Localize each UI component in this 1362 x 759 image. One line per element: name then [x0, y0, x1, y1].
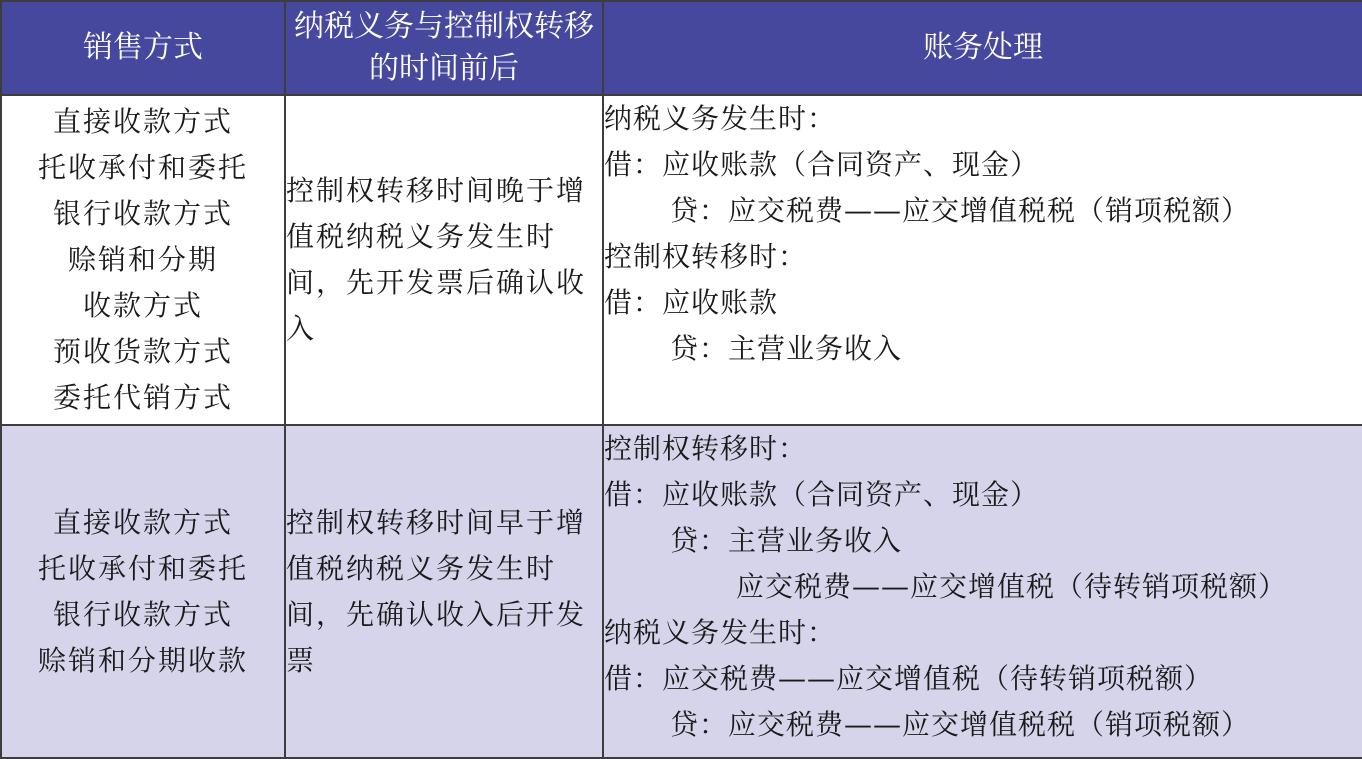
timing-text: 控制权转移时间晚于增值税纳税义务发生时间，先开发票后确认收入: [286, 174, 587, 345]
entries-cell: [603, 95, 1362, 425]
method-line: 收款方式: [82, 289, 203, 322]
header-timing: [285, 1, 603, 95]
entry-line: 贷：主营业务收入: [670, 332, 903, 365]
method-line: 委托代销方式: [52, 381, 233, 414]
method-line: 预收货款方式: [52, 335, 233, 368]
method-line: 托收承付和委托: [37, 551, 248, 585]
header-row: [1, 1, 1362, 95]
timing-cell: [285, 95, 603, 425]
method-line: 赊销和分期收款: [37, 643, 248, 677]
entry-line: 借：应收账款: [604, 286, 779, 319]
header-timing-text: 纳税义务与控制权转移的时间前后: [294, 9, 594, 86]
entry-line: 贷：主营业务收入: [670, 524, 903, 557]
header-accounting: 账务处理: [603, 1, 1362, 95]
entry-line: 借：应交税费——应交增值税（待转销项税额）: [604, 662, 1214, 695]
header-sales-method: 销售方式: [1, 1, 285, 95]
entry-line: 应交税费——应交增值税（待转销项税额）: [736, 570, 1288, 603]
method-line: 直接收款方式: [52, 105, 233, 138]
entry-line: 控制权转移时：: [604, 432, 808, 465]
method-line: 托收承付和委托: [37, 151, 248, 184]
entry-line: 贷：应交税费——应交增值税税（销项税额）: [670, 194, 1251, 227]
entry-line: 借：应收账款（合同资产、现金）: [604, 478, 1040, 511]
sales-method-cell: [1, 95, 285, 425]
sales-method-cell: [1, 425, 285, 758]
entry-line: 纳税义务发生时：: [604, 616, 837, 649]
method-line: 赊销和分期: [67, 243, 218, 276]
method-line: 直接收款方式: [52, 505, 233, 539]
method-line: 银行收款方式: [52, 597, 233, 631]
table-row: [1, 425, 1362, 758]
timing-cell: [285, 425, 603, 758]
entries-cell: [603, 425, 1362, 758]
entry-line: 贷：应交税费——应交增值税税（销项税额）: [670, 708, 1251, 741]
table-row: [1, 95, 1362, 425]
timing-text: 控制权转移时间早于增值税纳税义务发生时间，先确认收入后开发票: [286, 505, 587, 677]
entry-line: 控制权转移时：: [604, 240, 808, 273]
entry-line: 借：应收账款（合同资产、现金）: [604, 148, 1040, 181]
entry-line: 纳税义务发生时：: [604, 102, 837, 135]
method-line: 银行收款方式: [52, 197, 233, 230]
